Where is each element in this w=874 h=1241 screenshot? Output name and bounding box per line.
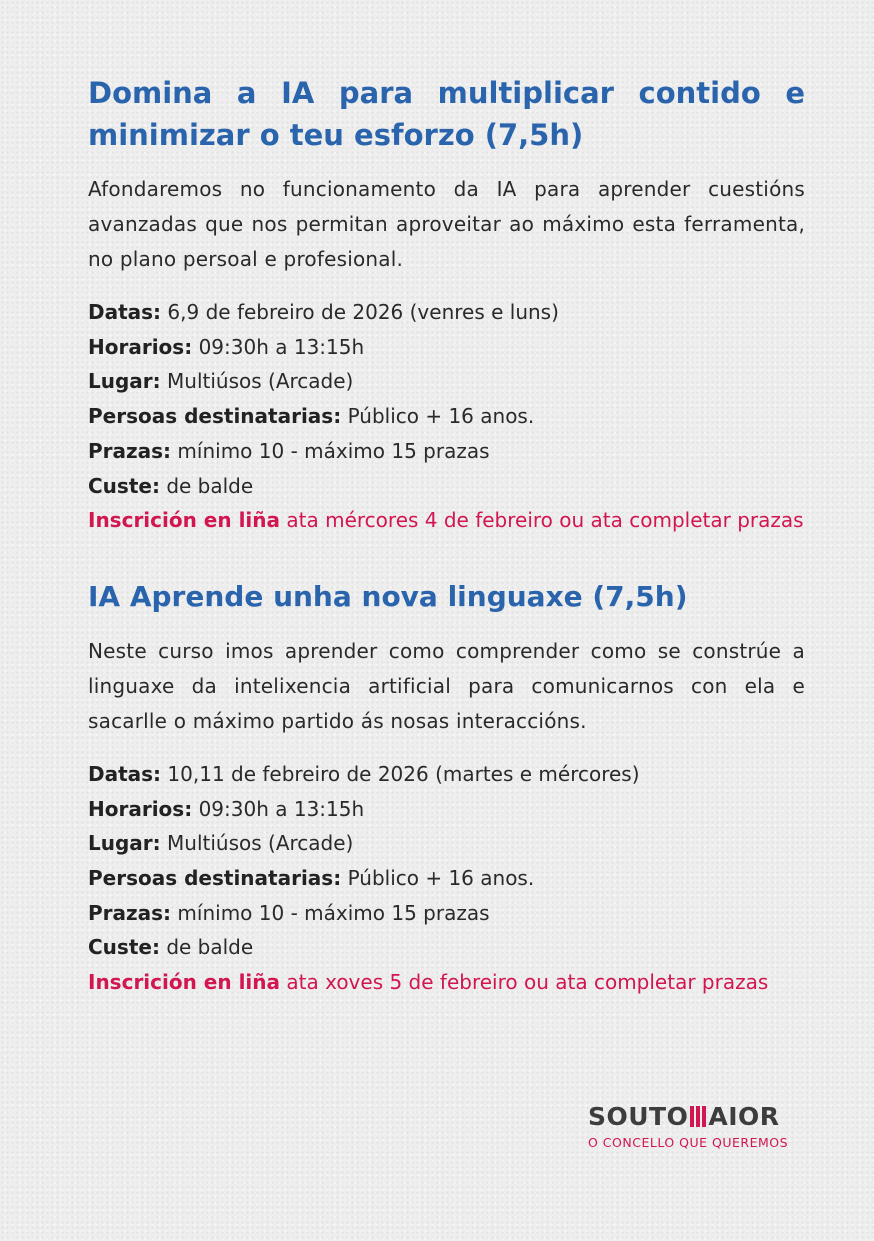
detail-value: 10,11 de febreiro de 2026 (martes e mércores) <box>167 761 640 786</box>
detail-audience <box>88 399 805 434</box>
detail-place <box>88 364 805 399</box>
soutomaior-logo <box>588 1102 793 1150</box>
detail-place <box>88 826 805 861</box>
course-2-details <box>88 757 805 1000</box>
detail-schedule <box>88 792 805 827</box>
course-1-title-line-1: Domina a IA para multiplicar contido e <box>88 76 805 110</box>
detail-dates <box>88 757 805 792</box>
signup-text: ata mércores 4 de febreiro ou ata completar prazas <box>286 508 804 533</box>
detail-label: Horarios: <box>88 796 193 821</box>
detail-label: Custe: <box>88 935 160 960</box>
course-2-signup <box>88 965 805 1000</box>
course-2-description: Neste curso imos aprender como comprender como se constrúe a linguaxe da intelixencia artificial para comunicarnos con ela e sacarlle o máximo partido ás nosas interaccións. <box>88 638 805 733</box>
logo-text-left: SOUTO <box>588 1102 689 1131</box>
detail-dates <box>88 295 805 330</box>
detail-label: Prazas: <box>88 900 172 925</box>
detail-value: mínimo 10 - máximo 15 prazas <box>177 900 490 925</box>
detail-value: Multiúsos (Arcade) <box>167 831 354 856</box>
detail-label: Persoas destinatarias: <box>88 866 342 891</box>
logo-text-right: AIOR <box>708 1102 780 1131</box>
detail-places <box>88 896 805 931</box>
logo-wordmark <box>588 1102 793 1131</box>
flyer-content <box>88 72 805 1000</box>
detail-label: Lugar: <box>88 831 161 856</box>
detail-label: Prazas: <box>88 438 172 463</box>
detail-places <box>88 434 805 469</box>
detail-value: 09:30h a 13:15h <box>198 334 365 359</box>
course-2 <box>88 576 805 1000</box>
detail-audience <box>88 861 805 896</box>
detail-value: Multiúsos (Arcade) <box>167 369 354 394</box>
course-1-details <box>88 295 805 538</box>
detail-label: Horarios: <box>88 334 193 359</box>
signup-link[interactable]: Inscrición en liña <box>88 508 281 533</box>
detail-cost <box>88 930 805 965</box>
detail-schedule <box>88 330 805 365</box>
logo-m-bars-icon <box>690 1106 706 1127</box>
course-1-signup <box>88 503 805 538</box>
detail-value: Público + 16 anos. <box>347 866 535 891</box>
detail-value: de balde <box>166 473 254 498</box>
detail-value: 09:30h a 13:15h <box>198 796 365 821</box>
detail-label: Lugar: <box>88 369 161 394</box>
detail-label: Datas: <box>88 300 162 324</box>
course-1-title-line-2: minimizar o teu esforzo (7,5h) <box>88 118 584 152</box>
signup-link[interactable]: Inscrición en liña <box>88 970 281 995</box>
detail-value: 6,9 de febreiro de 2026 (venres e luns) <box>167 300 559 324</box>
detail-value: de balde <box>166 935 254 960</box>
course-1 <box>88 72 805 538</box>
detail-label: Custe: <box>88 473 160 498</box>
course-2-title: IA Aprende unha nova linguaxe (7,5h) <box>88 579 688 613</box>
detail-value: mínimo 10 - máximo 15 prazas <box>177 438 490 463</box>
detail-label: Datas: <box>88 761 162 786</box>
detail-label: Persoas destinatarias: <box>88 404 342 429</box>
detail-cost <box>88 469 805 504</box>
signup-text: ata xoves 5 de febreiro ou ata completar prazas <box>286 970 769 995</box>
course-1-title <box>88 72 805 156</box>
detail-value: Público + 16 anos. <box>347 404 535 429</box>
course-1-description: Afondaremos no funcionamento da IA para aprender cuestións avanzadas que nos permitan aproveitar ao máximo esta ferramenta, no plano persoal e profesional. <box>88 177 805 271</box>
logo-tagline: O CONCELLO QUE QUEREMOS <box>588 1135 789 1150</box>
